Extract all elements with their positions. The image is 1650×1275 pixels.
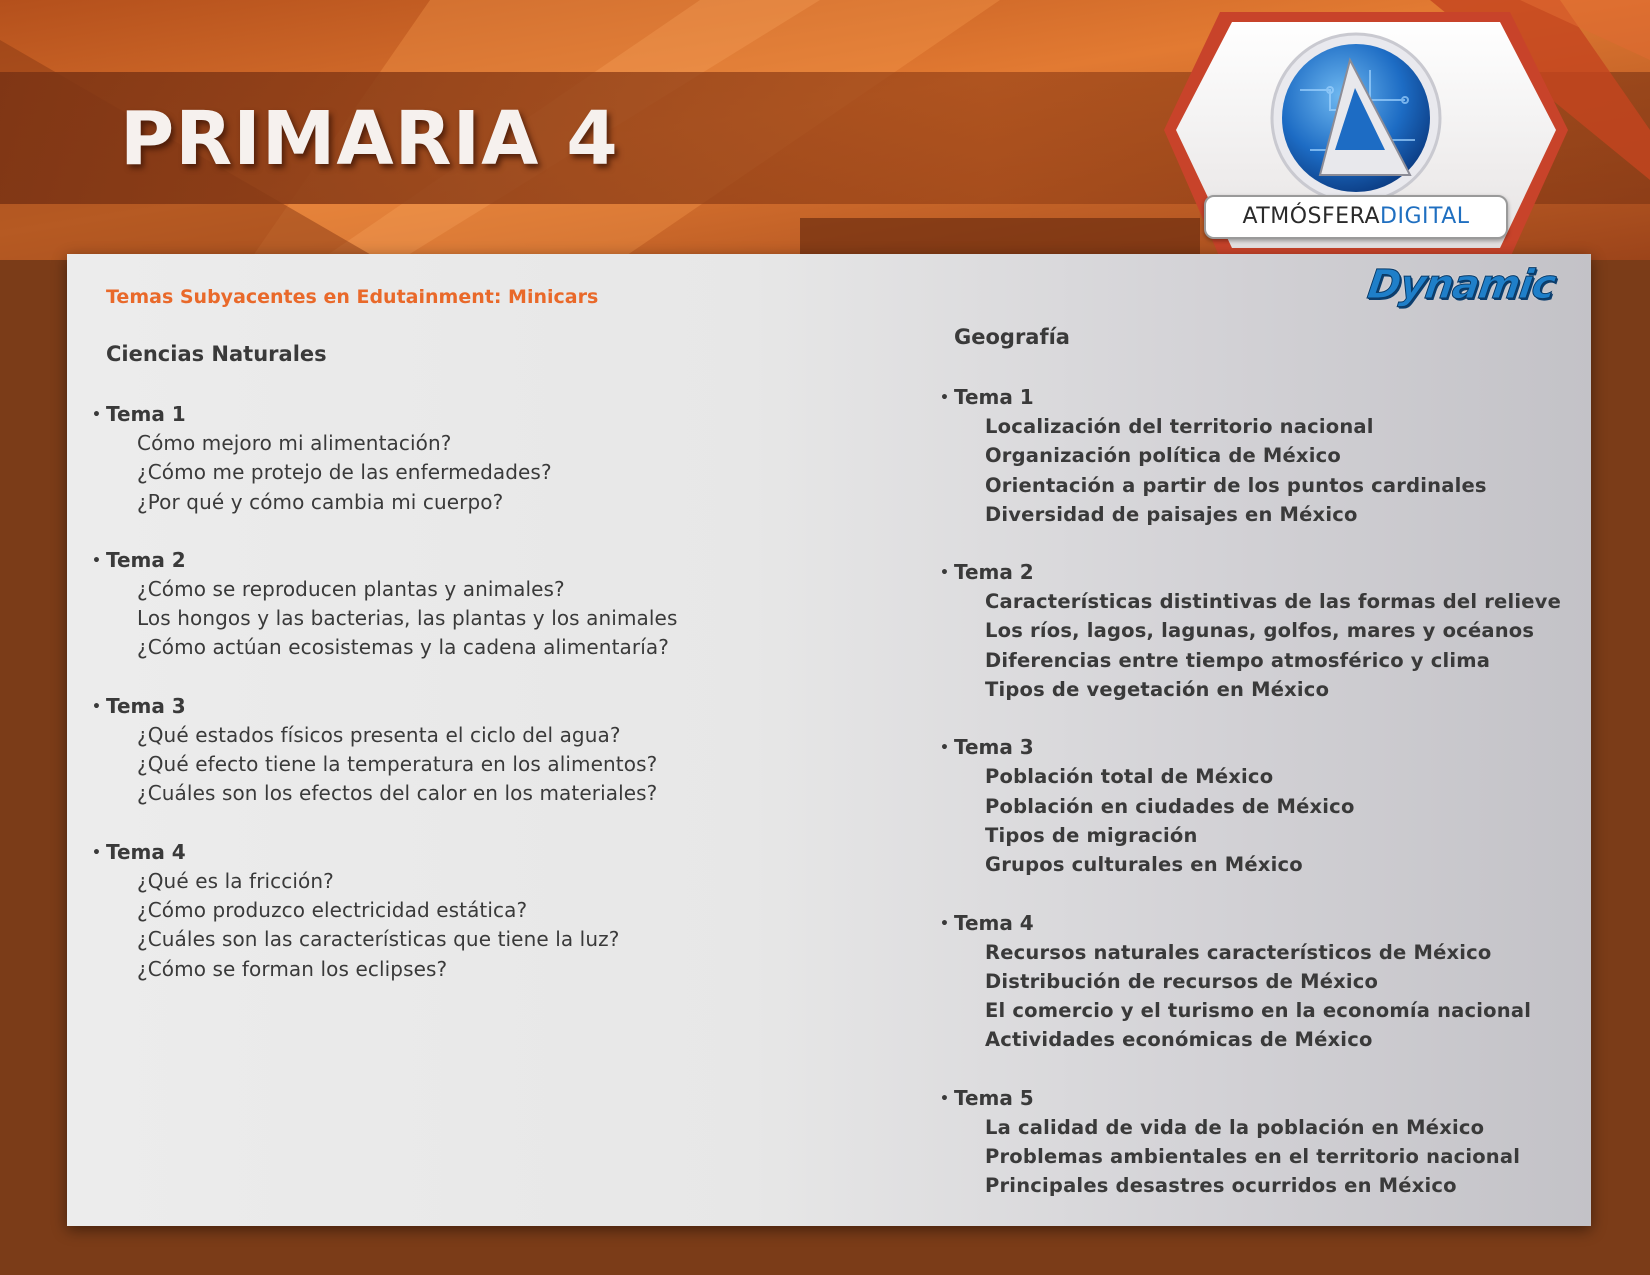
topic-item: ¿Por qué y cómo cambia mi cuerpo? (137, 489, 504, 514)
tema-title (940, 909, 1561, 938)
tema-title (92, 400, 677, 429)
bullet-icon: • (92, 407, 101, 423)
tema-title-label: Tema 2 (953, 560, 1034, 585)
ciencias-naturales-column (92, 342, 677, 1013)
tema-title-label: Tema 2 (105, 547, 186, 572)
tema-title-label: Tema 4 (953, 910, 1034, 935)
topic-item: Recursos naturales característicos de México (985, 940, 1492, 964)
tema-block (940, 909, 1561, 1055)
topic-item: Principales desastres ocurridos en México (985, 1174, 1457, 1198)
geografia-heading: Geografía (954, 325, 1070, 349)
tema-title (940, 383, 1561, 412)
bullet-icon: • (940, 915, 949, 932)
tema-title (940, 733, 1561, 762)
topic-item: Características distintivas de las formas del relieve (985, 590, 1561, 614)
bullet-icon: • (940, 1090, 949, 1107)
topic-item: Población en ciudades de México (985, 794, 1355, 818)
topic-item: Localización del territorio nacional (985, 415, 1374, 438)
tema-block (92, 400, 677, 517)
topic-item: Los hongos y las bacterias, las plantas y los animales (137, 606, 678, 631)
geografia-tema-list (940, 383, 1561, 1201)
tema-block (940, 383, 1561, 529)
tema-title-label: Tema 3 (105, 693, 186, 718)
logo-wordmark (1204, 195, 1508, 239)
tema-title-label: Tema 1 (105, 402, 186, 426)
topic-item: Los ríos, lagos, lagunas, golfos, mares y océanos (985, 619, 1535, 643)
topic-item: El comercio y el turismo en la economía nacional (985, 999, 1532, 1023)
atmosfera-digital-logo (1160, 10, 1572, 262)
topic-item: Diferencias entre tiempo atmosférico y clima (985, 648, 1491, 672)
bullet-icon: • (940, 740, 949, 757)
tema-block (940, 1084, 1561, 1201)
tema-block (92, 692, 677, 809)
topic-item: ¿Cuáles son los efectos del calor en los materiales? (137, 781, 658, 806)
topic-item: ¿Cómo se reproducen plantas y animales? (137, 576, 565, 601)
tema-title (92, 692, 677, 721)
logo-word-digital: DIGITAL (1380, 204, 1470, 229)
tema-title-label: Tema 5 (953, 1085, 1034, 1110)
bullet-icon: • (92, 698, 101, 715)
topic-item: Tipos de vegetación en México (985, 678, 1330, 702)
bullet-icon: • (940, 565, 949, 582)
tema-block (92, 838, 677, 984)
topic-item: ¿Cómo actúan ecosistemas y la cadena alimentaría? (137, 635, 669, 660)
topic-item: Tipos de migración (985, 823, 1198, 847)
logo-word-atmosfera: ATMÓSFERA (1242, 204, 1381, 229)
tema-title (92, 838, 677, 867)
page-title: PRIMARIA 4 (120, 96, 619, 182)
topic-item: La calidad de vida de la población en México (985, 1115, 1485, 1139)
ciencias-tema-list (92, 400, 677, 984)
topic-item: Diversidad de paisajes en México (985, 502, 1358, 526)
tema-title-label: Tema 1 (953, 385, 1034, 409)
tema-title (940, 558, 1561, 587)
tema-title-label: Tema 4 (105, 839, 186, 864)
topic-item: Grupos culturales en México (985, 853, 1303, 877)
tema-block (940, 733, 1561, 879)
topic-item: ¿Qué es la fricción? (137, 868, 334, 893)
topic-item: Población total de México (985, 765, 1274, 789)
topic-item: Actividades económicas de México (985, 1028, 1373, 1052)
topic-item: ¿Cómo se forman los eclipses? (137, 956, 448, 981)
dynamic-brand-logo: Dynamic (1364, 262, 1559, 308)
topic-item: Cómo mejoro mi alimentación? (137, 431, 452, 455)
topic-item: ¿Cómo me protejo de las enfermedades? (137, 460, 552, 485)
bullet-icon: • (940, 390, 949, 406)
topic-item: Distribución de recursos de México (985, 969, 1379, 993)
topic-item: ¿Cómo produzco electricidad estática? (137, 897, 528, 922)
geografia-column (940, 325, 1561, 1230)
ciencias-heading: Ciencias Naturales (106, 342, 327, 366)
bullet-icon: • (92, 844, 101, 861)
tema-block (940, 558, 1561, 704)
bullet-icon: • (92, 552, 101, 569)
tema-block (92, 546, 677, 663)
tema-title (92, 546, 677, 575)
topic-item: Orientación a partir de los puntos cardinales (985, 473, 1487, 497)
tema-title (940, 1084, 1561, 1113)
topic-item: ¿Cuáles son las características que tiene la luz? (137, 927, 620, 952)
topic-item: Problemas ambientales en el territorio nacional (985, 1145, 1521, 1169)
topic-item: ¿Qué estados físicos presenta el ciclo del agua? (137, 722, 621, 747)
tema-title-label: Tema 3 (953, 735, 1034, 760)
topic-item: Organización política de México (985, 444, 1341, 468)
topic-item: ¿Qué efecto tiene la temperatura en los alimentos? (137, 752, 658, 777)
section-subtitle: Temas Subyacentes en Edutainment: Minicars (106, 286, 599, 308)
